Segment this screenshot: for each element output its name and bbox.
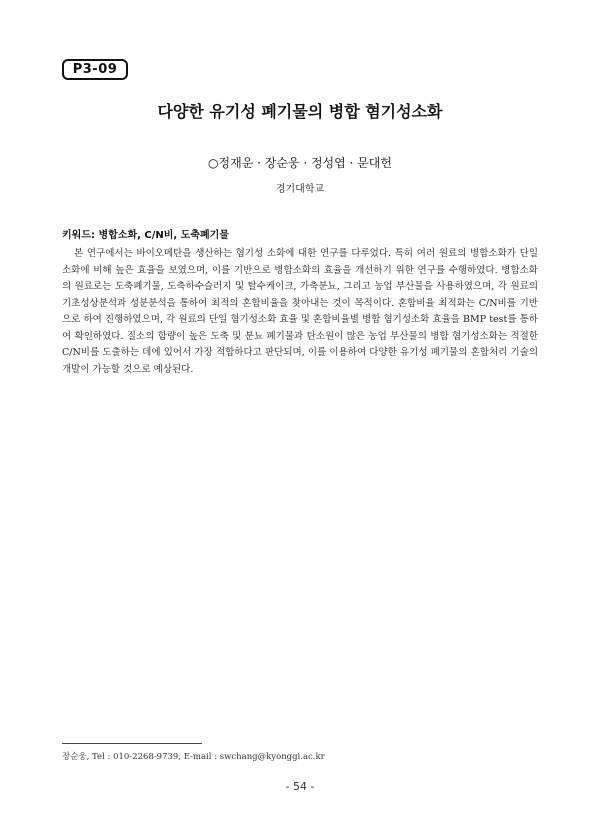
abstract-paragraph: 본 연구에서는 바이오메탄을 생산하는 혐기성 소화에 대한 연구를 다루었다. 특히 여러 원료의 병합소화가 단일소화에 비해 높은 효율을 보였으며, 이를 기반으로 병합소화의 효율을 개선하기 위한 연구를 수행하였다. 병합소화의 원료로는 도축폐기물, 도축하수슬러지 및 탈수케이크, 가축분뇨, 그리고 농업 부산물을 사용하였으며, 각 원료의 기초성상분석과 성분분석을 통하여 최적의 혼합비율을 찾아내는 것이 목적이다. 혼합비율 최적화는 C/N비를 기반으로 하여 진행하였으며, 각 원료의 단일 혐기성소화 효율 및 혼합비율별 병합 혐기성소화 효율을 BMP test를 통하여 확인하였다. 질소의 함량이 높은 도축 및 분뇨 폐기물과 탄소원이 많은 농업 부산물의 병합 혐기성소화는 적절한 C/N비를 도출하는 데에 있어서 가장 적합하다고 판단되며, 이를 이용하여 다양한 유기성 폐기물의 혼합처리 기술의 개발이 가능할 것으로 예상된다.	[62, 248, 538, 375]
footnote-divider	[62, 743, 202, 744]
corresponding-author-footnote: 장순웅, Tel : 010-2268-9739, E-mail : swchang@kyonggi.ac.kr	[62, 752, 325, 762]
keywords: 키워드: 병합소화, C/N비, 도축폐기물	[62, 230, 229, 241]
author-list: ○정재운 · 장순웅 · 정성엽 · 문대헌	[208, 156, 392, 170]
session-code-badge: P3-09	[62, 59, 128, 80]
paper-title: 다양한 유기성 폐기물의 병합 혐기성소화	[157, 102, 443, 121]
page-number: - 54 -	[285, 780, 315, 793]
affiliation: 경기대학교	[275, 184, 325, 195]
abstract	[62, 246, 538, 378]
